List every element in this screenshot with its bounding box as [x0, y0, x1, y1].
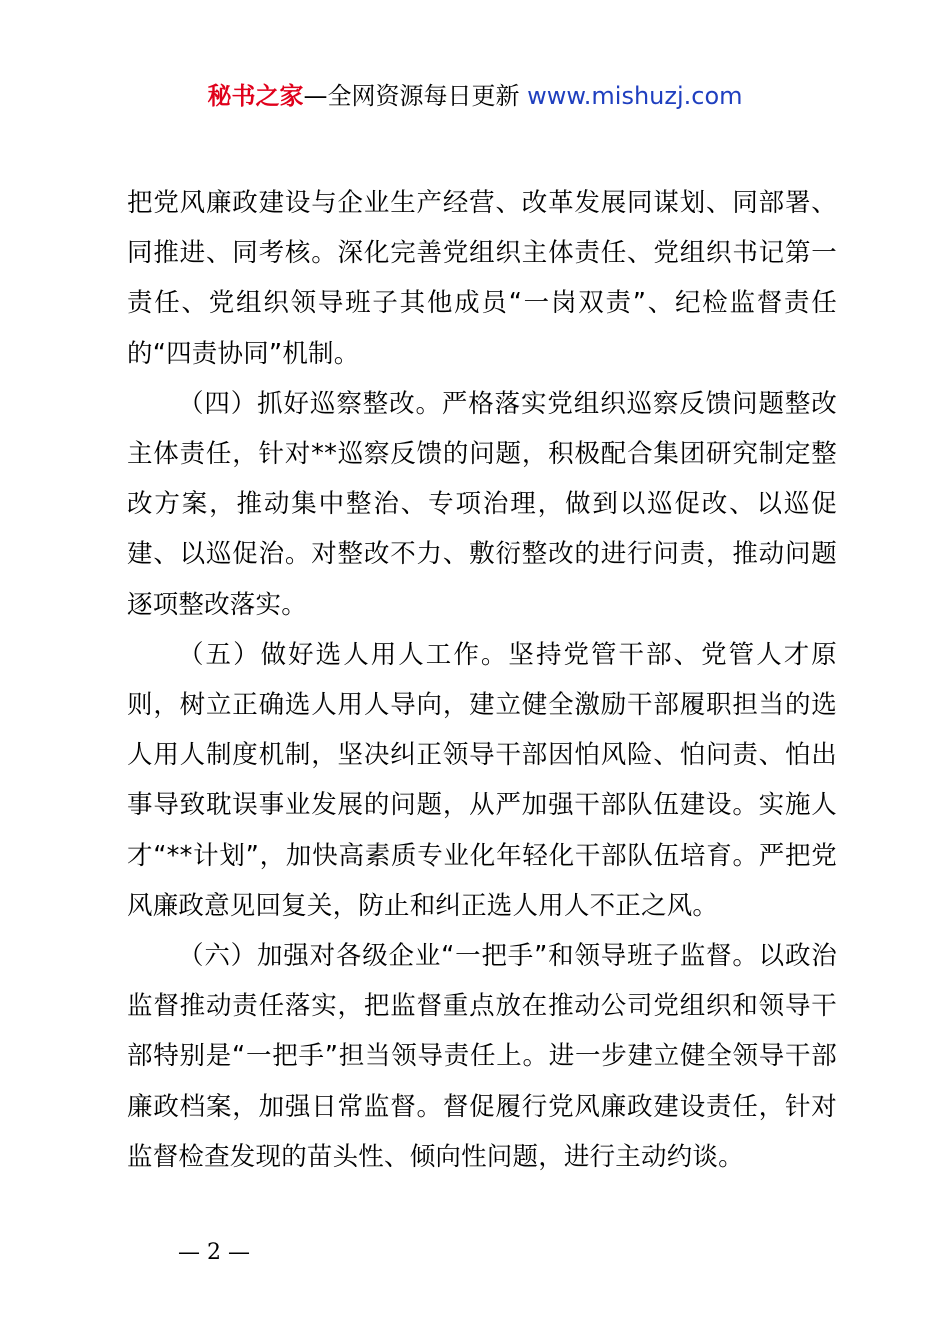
page-number: — 2 —	[178, 1240, 250, 1265]
header-brand: 秘书之家	[207, 82, 304, 110]
header-tagline: —全网资源每日更新	[303, 82, 520, 110]
header-url-link[interactable]: www.mishuzj.com	[527, 82, 743, 110]
paragraph-section-6: （六）加强对各级企业“一把手”和领导班子监督。以政治监督推动责任落实，把监督重点放在推动公司党组织和领导干部特别是“一把手”担当领导责任上。进一步建立健全领导干部廉政档案，加强日常监督。督促履行党风廉政建设责任，针对监督检查发现的苗头性、倾向性问题，进行主动约谈。	[127, 941, 837, 1172]
document-body	[127, 178, 837, 1182]
paragraph-section-4: （四）抓好巡察整改。严格落实党组织巡察反馈问题整改主体责任，针对**巡察反馈的问题，积极配合集团研究制定整改方案，推动集中整治、专项治理，做到以巡促改、以巡促建、以巡促治。对整改不力、敷衍整改的进行问责，推动问题逐项整改落实。	[127, 388, 837, 620]
paragraph-section-5: （五）做好选人用人工作。坚持党管干部、党管人才原则，树立正确选人用人导向，建立健全激励干部履职担当的选人用人制度机制，坚决纠正领导干部因怕风险、怕问责、怕出事导致耽误事业发展的问题，从严加强干部队伍建设。实施人才“**计划”，加快高素质专业化年轻化干部队伍培育。严把党风廉政意见回复关，防止和纠正选人用人不正之风。	[127, 639, 837, 921]
paragraph-continuation: 把党风廉政建设与企业生产经营、改革发展同谋划、同部署、同推进、同考核。深化完善党组织主体责任、党组织书记第一责任、党组织领导班子其他成员“一岗双责”、纪检监督责任的“四责协同”机制。	[127, 188, 837, 369]
site-header	[0, 80, 950, 112]
